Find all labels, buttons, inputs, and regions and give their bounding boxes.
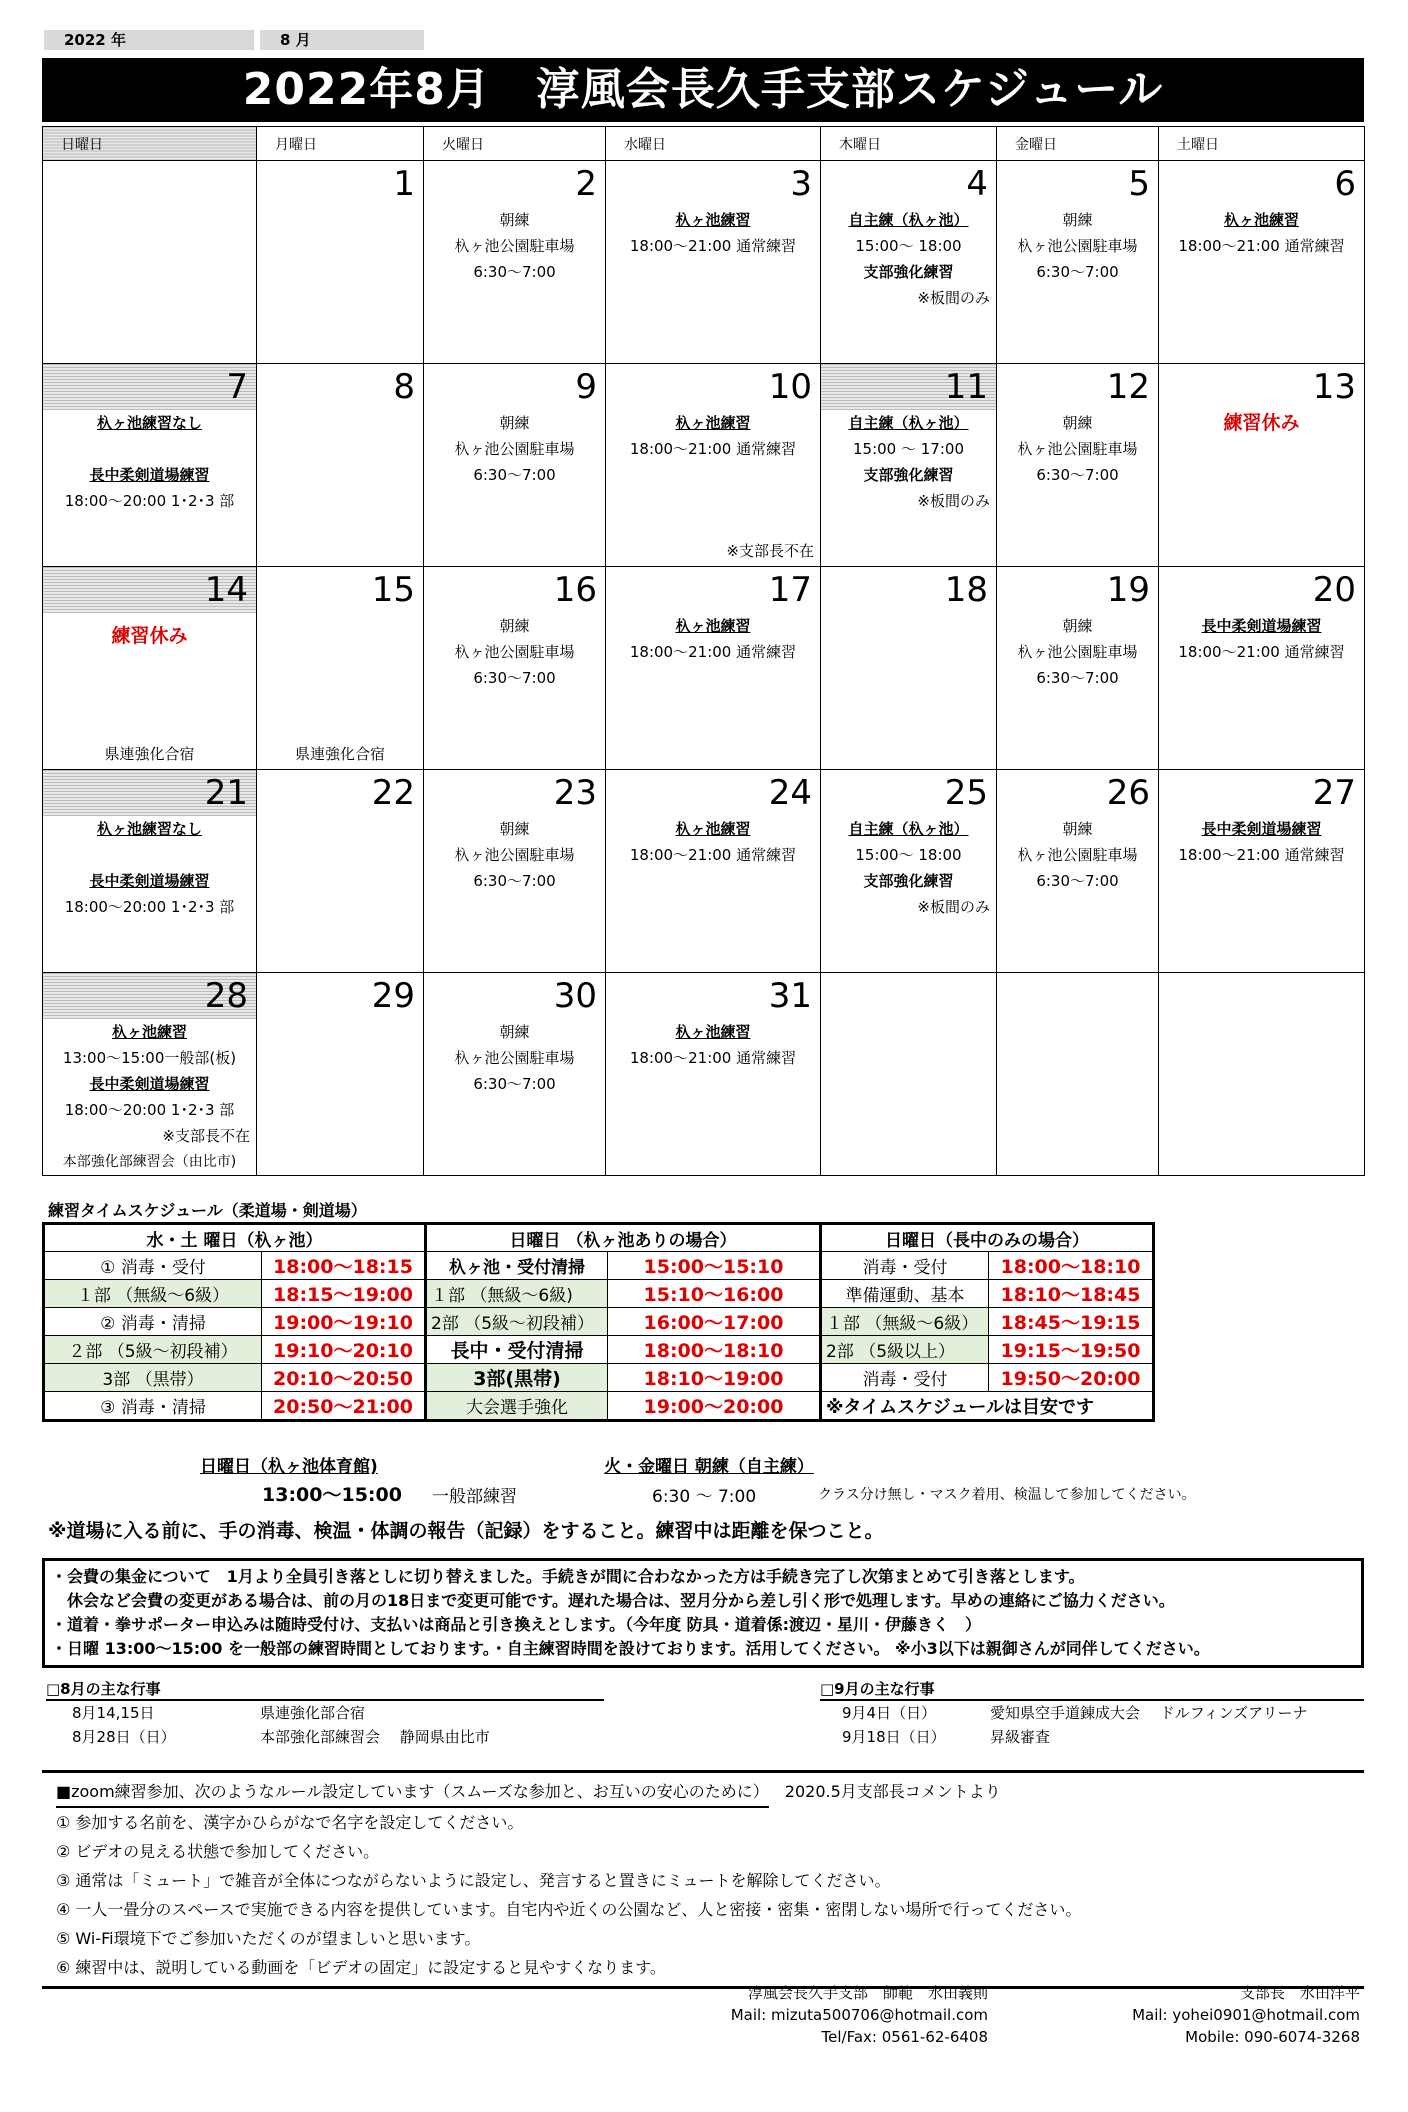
event-label: 杁ヶ池練習: [1223, 211, 1299, 229]
event-label: 長中柔剣道場練習: [1201, 820, 1322, 838]
ts-label: 大会選手強化: [426, 1392, 608, 1421]
ts-label: ① 消毒・受付: [44, 1252, 262, 1280]
event-label: 長中柔剣道場練習: [89, 466, 210, 484]
day-cell: [606, 364, 821, 567]
sunday-gym-title: 日曜日（杁ヶ池体育館): [200, 1457, 378, 1477]
event-name: 県連強化部合宿: [260, 1704, 366, 1722]
morning-title: 火・金曜日 朝練（自主練）: [604, 1457, 814, 1477]
footer-left-name: 淳風会長久手支部 師範 水田義則: [747, 1984, 988, 2002]
ts-label: ２部 （5級〜初段補）: [44, 1336, 262, 1364]
day-number: 14: [43, 567, 256, 613]
ts-label: ② 消毒・清掃: [44, 1308, 262, 1336]
event-time: 15:00〜 18:00: [855, 237, 962, 255]
ts-time: 16:00〜17:00: [608, 1308, 821, 1336]
event-time: 6:30〜7:00: [1036, 263, 1119, 281]
ts-label: 杁ヶ池・受付清掃: [426, 1252, 608, 1280]
event-time: 13:00〜15:00一般部(板): [62, 1049, 237, 1067]
ts-time: 18:00〜18:15: [262, 1252, 426, 1280]
ts-note: ※タイムスケジュールは目安です: [821, 1392, 1154, 1421]
day-number: 8: [393, 367, 415, 407]
zoom-rule: ③ 通常は「ミュート」で雑音が全体につながらないように設定し、発言すると置きにミュートを解除してください。: [56, 1871, 891, 1890]
day-cell: [821, 567, 997, 770]
footer-right: [1132, 1982, 1360, 2048]
event-time: 18:00〜21:00 通常練習: [629, 237, 797, 255]
event-time: 6:30〜7:00: [473, 466, 556, 484]
day-number: 5: [1128, 164, 1150, 204]
event-label: 杁ヶ池練習なし: [96, 414, 202, 432]
event-time: 18:00〜21:00 通常練習: [629, 643, 797, 661]
event-time: 6:30〜7:00: [1036, 669, 1119, 687]
day-cell: [821, 364, 997, 567]
day-number: 29: [371, 976, 415, 1016]
event-note: ※支部長不在: [726, 542, 814, 560]
zoom-header: ■zoom練習参加、次のようなルール設定しています（スムーズな参加と、お互いの安心のために）: [56, 1777, 769, 1808]
ts-label: 準備運動、基本: [821, 1280, 989, 1308]
ts-time: 18:10〜18:45: [989, 1280, 1154, 1308]
event-note: 本部強化部練習会（由比市): [62, 1154, 237, 1170]
event-label: 長中柔剣道場練習: [89, 872, 210, 890]
event-note: 県連強化合宿: [104, 745, 195, 763]
event-rest: 練習休み: [111, 625, 188, 647]
event-name: 愛知県空手道錬成大会 ドルフィンズアリーナ: [990, 1704, 1308, 1722]
ts-label: 3部(黒帯): [426, 1364, 608, 1392]
event-place: 杁ヶ池公園駐車場: [454, 237, 575, 255]
event-name: 昇級審査: [990, 1728, 1051, 1746]
day-number: 27: [1312, 773, 1356, 813]
notice-line: 休会など会費の変更がある場合は、前の月の18日まで変更可能です。遅れた場合は、翌月分から差し引く形で処理します。早めの連絡にご協力ください。: [51, 1591, 1175, 1610]
day-number: 16: [553, 570, 597, 610]
day-cell: [1159, 770, 1365, 973]
weekday-thu: 木曜日: [821, 127, 997, 161]
footer-left: [731, 1982, 988, 2048]
day-number: 2: [575, 164, 597, 204]
event-label: 杁ヶ池練習: [675, 211, 751, 229]
page-title: 2022年8月 淳風会長久手支部スケジュール: [42, 58, 1364, 122]
day-cell: [606, 770, 821, 973]
event-label: 自主練（杁ヶ池）: [848, 820, 969, 838]
ts-label: １部 （無級〜6級）: [821, 1308, 989, 1336]
event-label: 支部強化練習: [863, 872, 954, 890]
footer-right-name: 支部長 水田洋平: [1239, 1984, 1360, 2002]
day-number: 26: [1106, 773, 1150, 813]
event-date: 8月28日（日）: [72, 1728, 176, 1746]
ts-header-wed-sat: 水・土 曜日（杁ヶ池）: [44, 1224, 426, 1252]
ts-time: 20:50〜21:00: [262, 1392, 426, 1421]
notice-box: [42, 1558, 1364, 1668]
event-label: 支部強化練習: [863, 263, 954, 281]
ts-header-sun-nagakute: 日曜日（長中のみの場合）: [821, 1224, 1154, 1252]
ts-time: 19:15〜19:50: [989, 1336, 1154, 1364]
weekday-sat: 土曜日: [1159, 127, 1365, 161]
event-place: 杁ヶ池公園駐車場: [1017, 440, 1138, 458]
ts-time: 15:00〜15:10: [608, 1252, 821, 1280]
day-number: 4: [966, 164, 988, 204]
ts-label: 2部 （5級以上）: [821, 1336, 989, 1364]
day-number: 23: [553, 773, 597, 813]
day-cell: [424, 770, 606, 973]
ts-time: 19:00〜20:00: [608, 1392, 821, 1421]
day-number: 10: [768, 367, 812, 407]
zoom-note: 2020.5月支部長コメントより: [784, 1782, 1001, 1801]
day-cell: [997, 364, 1159, 567]
day-number: 9: [575, 367, 597, 407]
event-time: 6:30〜7:00: [473, 1075, 556, 1093]
day-cell: [997, 770, 1159, 973]
ts-time: 18:45〜19:15: [989, 1308, 1154, 1336]
event-label: 長中柔剣道場練習: [89, 1075, 210, 1093]
day-cell-empty: [43, 161, 257, 364]
events-aug-title: □8月の主な行事: [46, 1678, 604, 1701]
day-number: 25: [944, 773, 988, 813]
ts-time: 18:00〜18:10: [608, 1336, 821, 1364]
day-number: 30: [553, 976, 597, 1016]
day-cell: [606, 973, 821, 1176]
day-cell: [257, 973, 424, 1176]
sunday-gym-time: 13:00〜15:00: [262, 1484, 402, 1506]
weekday-header: [43, 127, 1365, 161]
event-place: 杁ヶ池公園駐車場: [1017, 643, 1138, 661]
timeschedule-title: 練習タイムスケジュール（柔道場・剣道場）: [48, 1201, 367, 1220]
event-note: ※支部長不在: [162, 1127, 250, 1145]
event-place: 杁ヶ池公園駐車場: [1017, 846, 1138, 864]
event-place: 杁ヶ池公園駐車場: [454, 440, 575, 458]
event-label: 自主練（杁ヶ池）: [848, 414, 969, 432]
event-time: 15:00 〜 17:00: [853, 440, 964, 458]
month-field: 8 月: [260, 30, 424, 50]
ts-time: 19:00〜19:10: [262, 1308, 426, 1336]
ts-label: 消毒・受付: [821, 1364, 989, 1392]
event-label: 朝練: [499, 820, 530, 838]
day-cell: [257, 770, 424, 973]
event-time: 15:00〜 18:00: [855, 846, 962, 864]
footer-left-tel: Tel/Fax: 0561-62-6408: [821, 2028, 988, 2046]
ts-label: １部 （無級〜6級): [426, 1280, 608, 1308]
event-label: 朝練: [499, 1023, 530, 1041]
day-cell: [997, 567, 1159, 770]
day-number: 11: [821, 364, 996, 410]
day-number: 17: [768, 570, 812, 610]
footer-left-mail: Mail: mizuta500706@hotmail.com: [730, 2006, 988, 2024]
morning-desc: クラス分け無し・マスク着用、検温して参加してください。: [818, 1487, 1196, 1503]
event-time: 6:30〜7:00: [473, 669, 556, 687]
day-cell: [424, 161, 606, 364]
event-label: 朝練: [1062, 820, 1093, 838]
day-cell: [257, 364, 424, 567]
event-date: 9月4日（日）: [842, 1704, 937, 1722]
event-note: ※板間のみ: [917, 898, 990, 916]
day-cell: [1159, 161, 1365, 364]
weekday-mon: 月曜日: [257, 127, 424, 161]
event-time: 6:30〜7:00: [1036, 872, 1119, 890]
event-date: 9月18日（日）: [842, 1728, 946, 1746]
ts-label: 長中・受付清掃: [426, 1336, 608, 1364]
day-cell: [821, 161, 997, 364]
day-cell: [424, 567, 606, 770]
event-label: 杁ヶ池練習なし: [96, 820, 202, 838]
event-label: 杁ヶ池練習: [111, 1023, 187, 1041]
event-name: 本部強化部練習会 静岡県由比市: [260, 1728, 490, 1746]
event-label: 朝練: [499, 617, 530, 635]
day-cell-empty: [821, 973, 997, 1176]
day-number: 1: [393, 164, 415, 204]
footer-right-tel: Mobile: 090-6074-3268: [1185, 2028, 1360, 2046]
day-number: 19: [1106, 570, 1150, 610]
event-date: 8月14,15日: [72, 1704, 155, 1722]
morning-time: 6:30 〜 7:00: [652, 1487, 757, 1507]
sunday-gym-desc: 一般部練習: [432, 1487, 517, 1507]
event-note: 県連強化合宿: [294, 745, 385, 763]
event-label: 朝練: [1062, 617, 1093, 635]
calendar: [42, 126, 1365, 1176]
event-time: 6:30〜7:00: [473, 872, 556, 890]
event-label: 朝練: [1062, 211, 1093, 229]
ts-label: １部 （無級〜6級）: [44, 1280, 262, 1308]
event-label: 杁ヶ池練習: [675, 820, 751, 838]
event-label: 自主練（杁ヶ池）: [848, 211, 969, 229]
day-cell: [43, 364, 257, 567]
day-cell: [1159, 364, 1365, 567]
event-time: 18:00〜21:00 通常練習: [1178, 643, 1345, 661]
ts-time: 18:10〜19:00: [608, 1364, 821, 1392]
ts-time: 15:10〜16:00: [608, 1280, 821, 1308]
day-number: 20: [1312, 570, 1356, 610]
day-number: 21: [43, 770, 256, 816]
event-place: 杁ヶ池公園駐車場: [454, 1049, 575, 1067]
event-time: 18:00〜21:00 通常練習: [629, 1049, 797, 1067]
ts-label: 3部 （黒帯）: [44, 1364, 262, 1392]
event-time: 6:30〜7:00: [1036, 466, 1119, 484]
event-note: ※板間のみ: [917, 492, 990, 510]
event-time: 18:00〜21:00 通常練習: [1178, 237, 1345, 255]
event-time: 18:00〜21:00 通常練習: [629, 440, 797, 458]
event-note: ※板間のみ: [917, 289, 990, 307]
event-time: 18:00〜20:00 1･2･3 部: [64, 492, 235, 510]
weekday-wed: 水曜日: [606, 127, 821, 161]
day-cell: [1159, 567, 1365, 770]
event-label: 朝練: [499, 211, 530, 229]
event-rest: 練習休み: [1223, 412, 1300, 434]
day-number: 6: [1334, 164, 1356, 204]
ts-label: 2部 （5級〜初段補）: [426, 1308, 608, 1336]
year-field: 2022 年: [44, 30, 254, 50]
event-label: 支部強化練習: [863, 466, 954, 484]
event-place: 杁ヶ池公園駐車場: [454, 643, 575, 661]
day-cell: [257, 161, 424, 364]
day-number: 13: [1312, 367, 1356, 407]
day-cell: [43, 567, 257, 770]
day-cell-empty: [997, 973, 1159, 1176]
event-place: 杁ヶ池公園駐車場: [454, 846, 575, 864]
day-cell: [606, 161, 821, 364]
day-cell: [424, 364, 606, 567]
weekday-fri: 金曜日: [997, 127, 1159, 161]
day-number: 22: [371, 773, 415, 813]
notice-line: ・会費の集金について 1月より全員引き落としに切り替えました。手続きが間に合わなかった方は手続き完了し次第まとめて引き落とします。: [51, 1567, 1085, 1586]
zoom-rule: ⑥ 練習中は、説明している動画を「ビデオの固定」に設定すると見やすくなります。: [56, 1958, 666, 1977]
event-label: 杁ヶ池練習: [675, 414, 751, 432]
event-time: 18:00〜20:00 1･2･3 部: [64, 1101, 235, 1119]
weekday-sun: 日曜日: [43, 127, 257, 161]
event-time: 18:00〜21:00 通常練習: [629, 846, 797, 864]
event-label: 朝練: [1062, 414, 1093, 432]
day-number: 31: [768, 976, 812, 1016]
events-sep-title: □9月の主な行事: [820, 1678, 1364, 1701]
event-label: 朝練: [499, 414, 530, 432]
event-label: 長中柔剣道場練習: [1201, 617, 1322, 635]
day-number: 15: [371, 570, 415, 610]
event-label: 杁ヶ池練習: [675, 1023, 751, 1041]
day-cell: [606, 567, 821, 770]
timeschedule-table: [42, 1222, 1155, 1422]
day-number: 7: [43, 364, 256, 410]
day-number: 28: [43, 973, 256, 1019]
day-cell: [997, 161, 1159, 364]
event-label: 杁ヶ池練習: [675, 617, 751, 635]
day-cell: [257, 567, 424, 770]
ts-time: 20:10〜20:50: [262, 1364, 426, 1392]
ts-time: 19:10〜20:10: [262, 1336, 426, 1364]
event-time: 18:00〜20:00 1･2･3 部: [64, 898, 235, 916]
event-place: 杁ヶ池公園駐車場: [1017, 237, 1138, 255]
day-number: 24: [768, 773, 812, 813]
zoom-rule: ④ 一人一畳分のスペースで実施できる内容を提供しています。自宅内や近くの公園など、人と密接・密集・密閉しない場所で行ってください。: [56, 1900, 1082, 1919]
day-number: 18: [944, 570, 988, 610]
ts-time: 18:00〜18:10: [989, 1252, 1154, 1280]
notice-line: ・日曜 13:00〜15:00 を一般部の練習時間としております。・自主練習時間を設けております。活用してください。 ※小3以下は親御さんが同伴してください。: [51, 1639, 1210, 1658]
event-time: 18:00〜21:00 通常練習: [1178, 846, 1345, 864]
zoom-rules: [42, 1770, 1364, 1989]
zoom-rule: ① 参加する名前を、漢字かひらがなで名字を設定してください。: [56, 1813, 524, 1832]
notice-line: ・道着・拳サポーター申込みは随時受付け、支払いは商品と引き換えとします。（今年度 防具・道着係:渡辺・星川・伊藤きく ）: [51, 1615, 982, 1634]
day-cell: [424, 973, 606, 1176]
day-cell: [43, 770, 257, 973]
ts-header-sun-irigaike: 日曜日 （杁ヶ池ありの場合）: [426, 1224, 821, 1252]
ts-label: 消毒・受付: [821, 1252, 989, 1280]
ts-time: 19:50〜20:00: [989, 1364, 1154, 1392]
day-cell-empty: [1159, 973, 1365, 1176]
day-number: 12: [1106, 367, 1150, 407]
ts-label: ③ 消毒・清掃: [44, 1392, 262, 1421]
zoom-rule: ② ビデオの見える状態で参加してください。: [56, 1842, 380, 1861]
header-bar: [44, 30, 424, 50]
day-cell: [43, 973, 257, 1176]
day-number: 3: [790, 164, 812, 204]
ts-time: 18:15〜19:00: [262, 1280, 426, 1308]
day-cell: [821, 770, 997, 973]
zoom-rule: ⑤ Wi-Fi環境下でご参加いただくのが望ましいと思います。: [56, 1929, 481, 1948]
footer-right-mail: Mail: yohei0901@hotmail.com: [1132, 2006, 1360, 2024]
event-time: 6:30〜7:00: [473, 263, 556, 281]
warning-text: ※道場に入る前に、手の消毒、検温・体調の報告（記録）をすること。練習中は距離を保つこと。: [48, 1520, 884, 1542]
weekday-tue: 火曜日: [424, 127, 606, 161]
